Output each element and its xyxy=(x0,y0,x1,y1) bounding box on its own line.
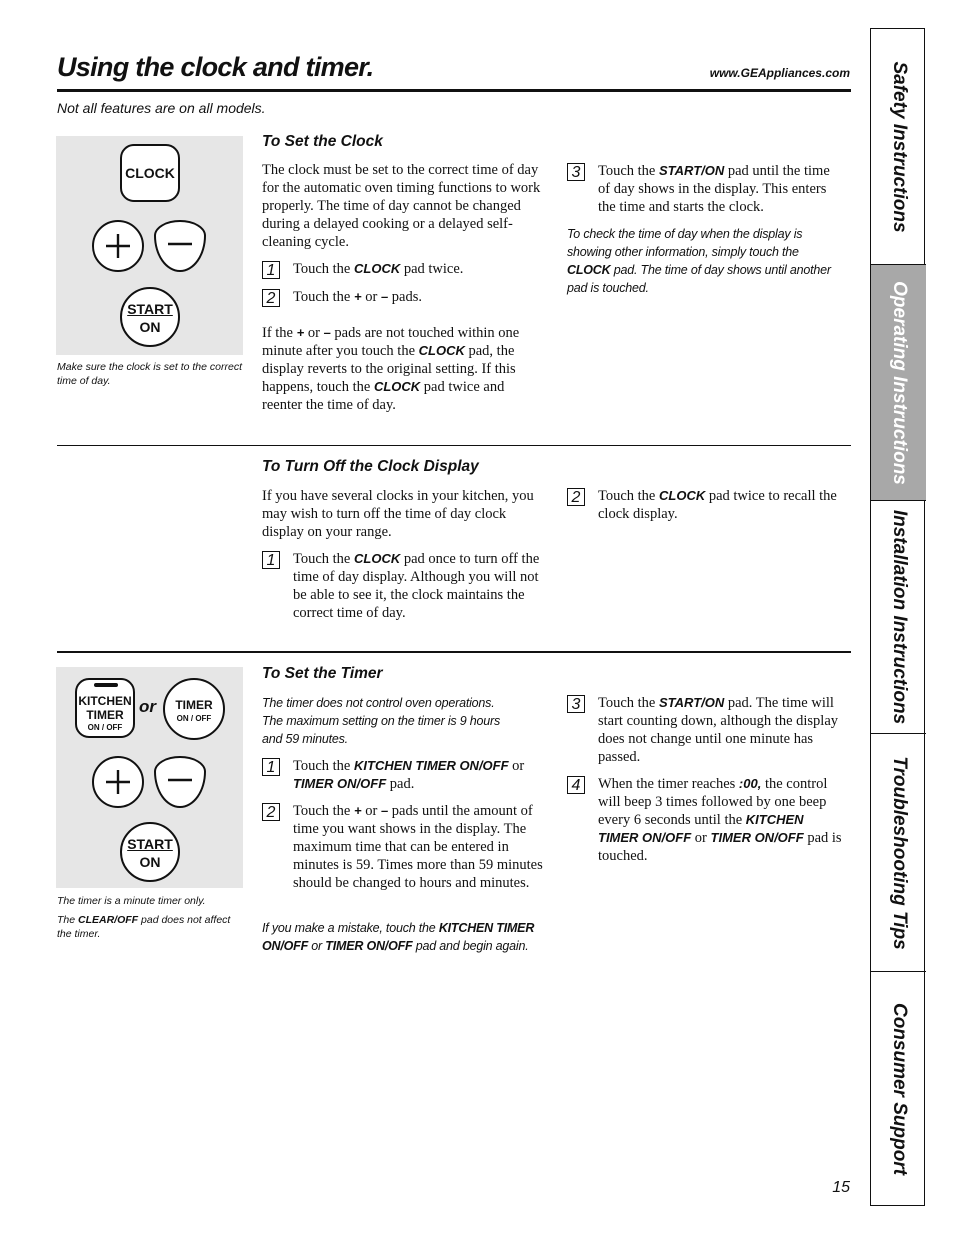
kitchen-timer-pad[interactable] xyxy=(75,678,135,738)
page-number: 15 xyxy=(832,1179,850,1196)
onoff-label: ON / OFF xyxy=(87,723,123,732)
onoff-label: ON / OFF xyxy=(176,714,212,723)
models-note: Not all features are on all models. xyxy=(57,100,266,116)
mistake-tip: If you make a mistake, touch the KITCHEN TIMER ON/OFF or TIMER ON/OFF pad and begin again. xyxy=(262,921,535,953)
section-tabs xyxy=(870,28,925,1206)
set-clock-step-2: 2 Touch the + or – pads. xyxy=(262,288,547,307)
step-number: 2 xyxy=(262,289,280,307)
set-timer-step-4: 4 When the timer reaches :00, the control will beep 3 times followed by one beep every 6 seconds until the KITCHEN TIMER ON/OFF or TIMER ON/OFF pad is touched. xyxy=(567,775,842,865)
plus-pad[interactable] xyxy=(92,756,144,808)
start-label: START xyxy=(127,301,173,317)
set-clock-step-3: 3 Touch the START/ON pad until the time of day shows in the display. This enters the time and starts the clock. xyxy=(567,162,842,216)
section-rule xyxy=(57,445,851,446)
set-clock-heading: To Set the Clock xyxy=(262,133,383,150)
clock-pad[interactable]: CLOCK xyxy=(120,144,180,202)
step-number: 1 xyxy=(262,551,280,569)
step-number: 1 xyxy=(262,261,280,279)
set-timer-step-1: 1 Touch the KITCHEN TIMER ON/OFF or TIMER ON/OFF pad. xyxy=(262,757,547,793)
set-clock-step-1: 1 Touch the CLOCK pad twice. xyxy=(262,260,547,279)
start-label: START xyxy=(127,836,173,852)
indicator-light xyxy=(94,683,118,687)
on-label: ON xyxy=(139,854,161,870)
clock-display-step-1: 1 Touch the CLOCK pad once to turn off the time of day display. Although you will not be able to see it, the clock maintains the correct time of day. xyxy=(262,550,547,622)
kitchen-label: KITCHEN xyxy=(78,694,132,708)
on-label: ON xyxy=(139,319,161,335)
tab-operating-instructions[interactable]: Operating Instructions xyxy=(871,265,926,501)
timer-caption-2: The CLEAR/OFF pad does not affect the timer. xyxy=(57,914,231,940)
clock-keypad-panel xyxy=(56,136,243,355)
timer-caption-1: The timer is a minute timer only. xyxy=(57,895,206,907)
minus-pad[interactable] xyxy=(154,220,206,272)
set-clock-timeout-note: If the + or – pads are not touched within one minute after you touch the CLOCK pad, the display reverts to the original setting. If this happens, touch the CLOCK pad twice and reenter the time of day. xyxy=(262,325,520,413)
step-number: 2 xyxy=(567,488,585,506)
step-number: 1 xyxy=(262,758,280,776)
plus-pad[interactable] xyxy=(92,220,144,272)
timer-label: TIMER xyxy=(175,698,213,712)
timer-keypad-panel xyxy=(56,667,243,888)
clock-caption: Make sure the clock is set to the correct time of day. xyxy=(57,361,242,387)
tab-troubleshooting-tips[interactable]: Troubleshooting Tips xyxy=(871,734,926,972)
set-timer-step-3: 3 Touch the START/ON pad. The time will start counting down, although the display does not change until one minute has passed. xyxy=(567,694,845,766)
minus-icon xyxy=(156,758,204,806)
tab-safety-instructions[interactable]: Safety Instructions xyxy=(871,29,926,265)
tab-installation-instructions[interactable]: Installation Instructions xyxy=(871,501,926,734)
minus-icon xyxy=(156,222,204,270)
set-timer-intro: The timer does not control oven operations. The maximum setting on the timer is 9 hours and 59 minutes. xyxy=(262,696,501,746)
check-time-tip: To check the time of day when the display is showing other information, simply touch the CLOCK pad. The time of day shows until another pad is touched. xyxy=(567,227,831,295)
step-number: 3 xyxy=(567,163,585,181)
page-title: Using the clock and timer. xyxy=(57,52,374,82)
step-number: 4 xyxy=(567,776,585,794)
start-on-pad[interactable] xyxy=(120,822,180,882)
or-label: or xyxy=(139,697,156,716)
clock-display-heading: To Turn Off the Clock Display xyxy=(262,458,479,475)
clock-display-step-2: 2 Touch the CLOCK pad twice to recall the clock display. xyxy=(567,487,842,523)
plus-icon xyxy=(94,758,142,806)
website-link[interactable]: www.GEAppliances.com xyxy=(709,66,850,80)
timer-pad[interactable] xyxy=(163,678,225,740)
minus-pad[interactable] xyxy=(154,756,206,808)
clock-display-intro: If you have several clocks in your kitchen, you may wish to turn off the time of day clock display on your range. xyxy=(262,488,534,540)
start-on-pad[interactable] xyxy=(120,287,180,347)
set-timer-heading: To Set the Timer xyxy=(262,665,383,682)
step-number: 3 xyxy=(567,695,585,713)
set-timer-step-2: 2 Touch the + or – pads until the amount of time you want shows in the display. The maximum time that can be entered in minutes is 59. Times more than 59 minutes should be changed to hours and minutes. xyxy=(262,802,547,892)
header-rule xyxy=(57,89,851,92)
step-number: 2 xyxy=(262,803,280,821)
timer-label: TIMER xyxy=(86,708,124,722)
set-clock-intro: The clock must be set to the correct time of day for the automatic oven timing functions to work properly. The time of day cannot be changed during a delayed cooking or a delayed self-cleaning cycle. xyxy=(262,162,541,250)
tab-consumer-support[interactable]: Consumer Support xyxy=(888,1002,910,1175)
plus-icon xyxy=(94,222,142,270)
section-rule xyxy=(57,651,851,653)
